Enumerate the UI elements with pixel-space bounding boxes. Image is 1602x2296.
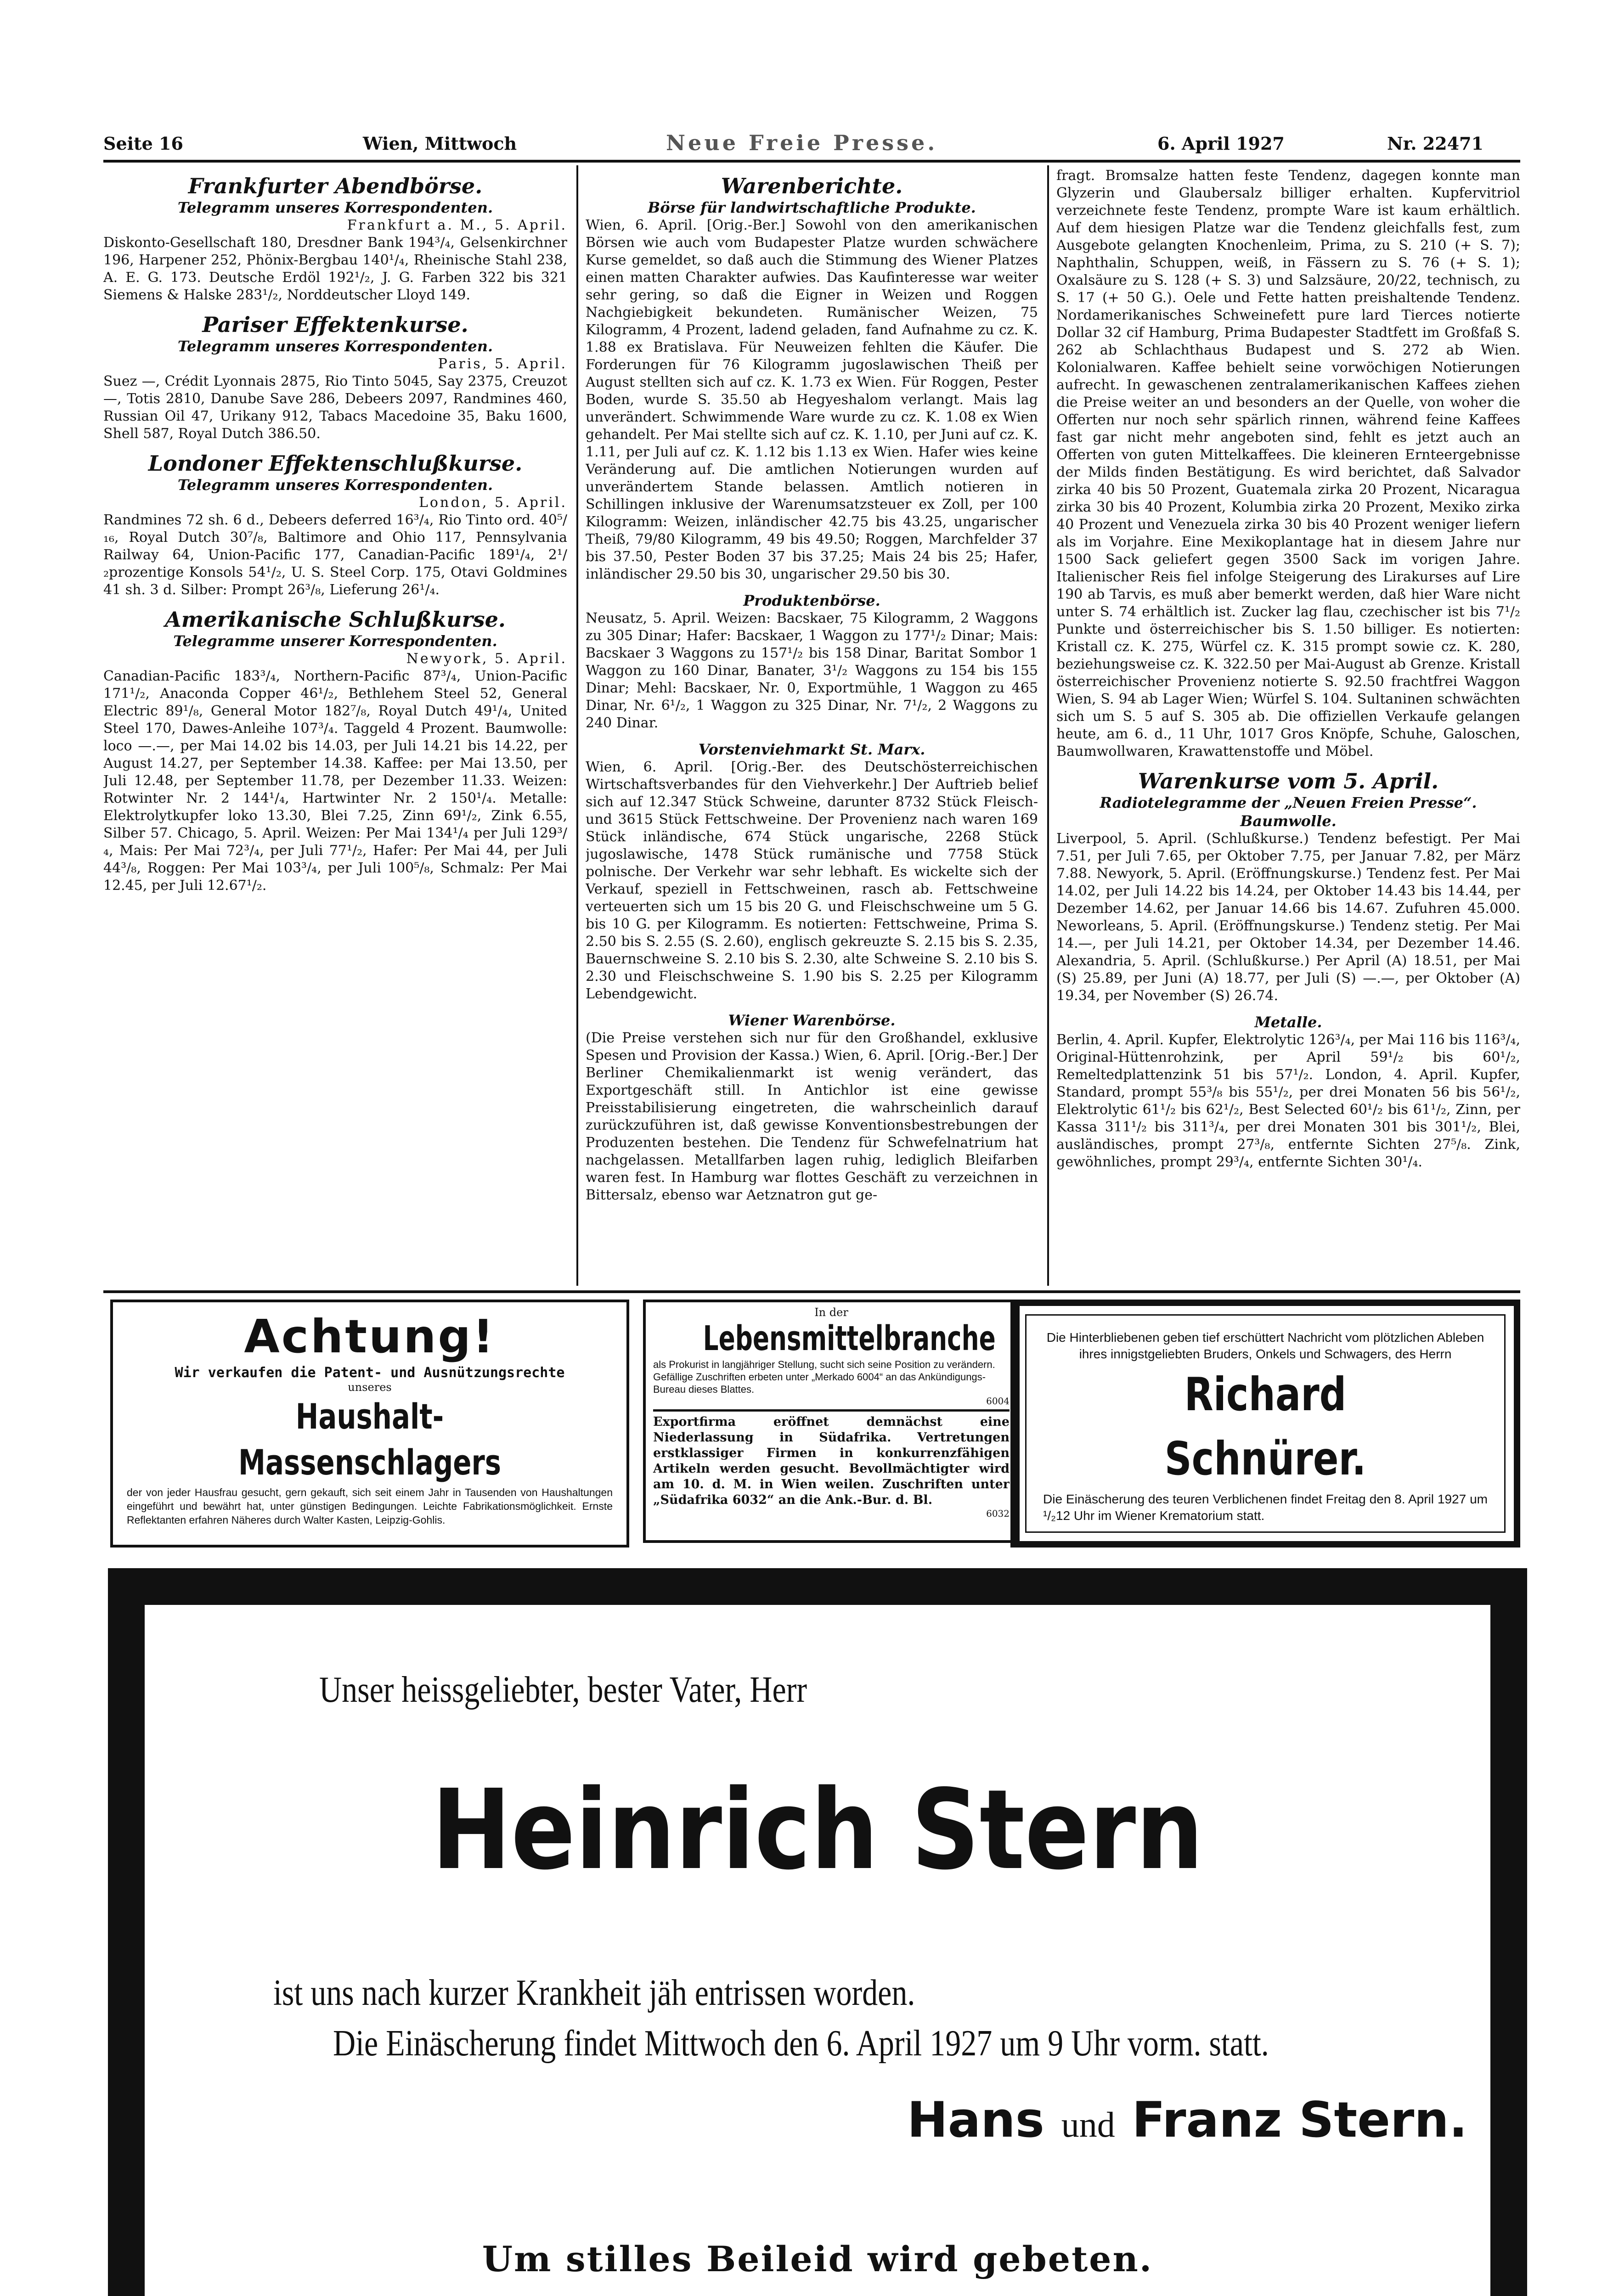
- obituary-footer: Um stilles Beileid wird gebeten.: [482, 2239, 1153, 2279]
- obituary-line2: ist uns nach kurzer Krankheit jäh entrissen worden.: [273, 1973, 915, 2013]
- section-title: Pariser Effektenkurse.: [202, 312, 468, 337]
- warenberichte-section: [586, 174, 1038, 583]
- obituary-line1: Unser heissgeliebter, bester Vater, Herr: [319, 1670, 807, 1710]
- ad-export: Exportfirma eröffnet demnächst eine Niederlassung in Südafrika. Vertretungen erstklassiger Firmen in konkurrenzfähigen Artikeln werden gesucht. Bevollmächtigter wird am 10. d. M. in Wien weilen. Zuschriften unter „Südafrika 6032“ an die Ank.-Bur. d. Bl.: [653, 1415, 1010, 1507]
- warenkurse-section: [1056, 769, 1520, 1005]
- section-subtitle: Telegramm unseres Korrespondenten.: [177, 476, 493, 494]
- ad-product: Haushalt-Massenschlagers: [238, 1396, 502, 1483]
- produktenboerse-section: [586, 591, 1038, 732]
- section-body: Canadian-Pacific 183³/₄, Northern-Pacific 87³/₄, Union-Pacific 171¹/₂, Anaconda Copper 46¹/₂, Bethlehem Steel 52, General Electric 89¹/₈, General Motor 182⁷/₈, Royal Dutch 49¹/₄, United Steel 170, Dawes-Anleihe 107³/₄. Taggeld 4 Prozent. Baumwolle: loco —.—, per Mai 14.02 bis 14.03, per Juli 14.21 bis 14.22, per August 14.27, per September 14.38. Kaffee: per Mai 13.50, per Juli 12.48, per September 11.78, per Dezember 11.33. Weizen: Rotwinter Nr. 2 144¹/₄, Hartwinter Nr. 2 150¹/₄. Metalle: Elektrolytkupfer loko 13.30, Blei 7.25, Zinn 69¹/₂, Zink 6.55, Silber 57. Chicago, 5. April. Weizen: Per Mai 134¹/₄ per Juli 129³/₄, Mais: Per Mai 72³/₄, per Juli 77¹/₂, Hafer: Per Mai 44, per Juli 44³/₈, Roggen: Per Mai 103³/₄, per Juli 100⁵/₈, Schmalz: Per Mai 12.45, per Juli 12.67¹/₂.: [103, 668, 567, 894]
- section-subtitle: Börse für landwirtschaftliche Produkte.: [648, 199, 976, 216]
- ad-body: als Prokurist in langjähriger Stellung, sucht sich seine Position zu verändern. Gefällige Zuschriften erbeten unter „Merkado 6004“ an das Ankündigungs-Bureau dieses Blattes.: [653, 1359, 995, 1395]
- dateline: Paris, 5. April.: [438, 356, 567, 372]
- section-body: Neusatz, 5. April. Weizen: Bacskaer, 75 Kilogramm, 2 Waggons zu 305 Dinar; Hafer: Bacskaer, 1 Waggon zu 177¹/₂ Dinar; Mais: Bacskaer 3 Waggons zu 157¹/₂ bis 158 Dinar, Baritat Sombor 1 Waggon zu 160 Dinar, Banater, 3¹/₂ Waggons zu 154 bis 155 Dinar; Mehl: Bacskaer, Nr. 0, Exportmühle, 1 Waggon zu 465 Dinar, Nr. 6¹/₂, 1 Waggon zu 325 Dinar, Nr. 7¹/₂, 2 Waggons zu 240 Dinar.: [586, 610, 1038, 731]
- ad-pre: In der: [814, 1306, 848, 1319]
- viehmarkt-section: [586, 740, 1038, 1003]
- paper-title: Neue Freie Presse.: [666, 130, 938, 155]
- stern-obituary: [108, 1568, 1527, 2296]
- column-3: [1056, 165, 1520, 1286]
- signature-hans: Hans: [907, 2092, 1044, 2148]
- obituary-line3: Die Einäscherung findet Mittwoch den 6. April 1927 um 9 Uhr vorm. statt.: [333, 2023, 1269, 2064]
- section-body: Diskonto-Gesellschaft 180, Dresdner Bank 194³/₄, Gelsenkirchner 196, Harpener 252, Phönix-Bergbau 140¹/₄, Rheinische Stahl 238, A. E. G. 173. Deutsche Erdöl 192¹/₂, J. G. Farben 322 bis 321 Siemens & Halske 283¹/₂, Norddeutscher Lloyd 149.: [103, 235, 567, 303]
- section-subtitle: Produktenbörse.: [743, 592, 880, 609]
- city-day: Wien, Mittwoch: [363, 133, 517, 154]
- ad-body: der von jeder Hausfrau gesucht, gern gekauft, sich seit einem Jahr in Tausenden von Haushaltungen eingeführt und bewährt hat, unter günstigen Bedingungen. Leichte Fabrikationsmöglichkeit. Ernste Reflektanten erfahren Näheres durch Walter Kasten, Leipzig-Gohlis.: [127, 1486, 613, 1526]
- section-body: Wien, 6. April. [Orig.-Ber.] Sowohl von den amerikanischen Börsen wie auch vom Budapester Platze wurden schwächere Kurse gemeldet, so daß auch die Stimmung des Wiener Platzes einen matten Charakter aufwies. Das Kaufinteresse war weiter sehr gering, so daß die Eigner in Weizen und Roggen Nachgiebigkeit bekundeten. Rumänischer Weizen, 75 Kilogramm, 4 Prozent, ladend geladen, fand Aufnahme zu cz. K. 1.88 ex Bratislava. Für Neuweizen fehlten die Käufer. Die Forderungen für 76 Kilogramm jugoslawischen Theiß per August stellten sich auf cz. K. 1.73 ex Wien. Für Roggen, Pester Boden, wurde S. 35.50 ab Hegyeshalom verlangt. Mais lag unverändert. Schwimmende Ware wurde zu cz. K. 1.08 ex Wien gehandelt. Per Mai stellte sich auf cz. K. 1.10, per Juni auf cz. K. 1.11, per Juli auf cz. K. 1.12 bis 1.13 ex Wien. Hafer wies keine Veränderung auf. Die amtlichen Notierungen wurden auf unverändertem Stande belassen. Amtlich notieren in Schillingen inklusive der Warenumsatzsteuer ex Zoll, per 100 Kilogramm: Weizen, inländischer 42.75 bis 43.25, ungarischer Theiß, 79/80 Kilogramm, 49 bis 49.50; Roggen, Marchfelder 37 bis 37.50, Pester Boden 37 bis 37.25; Mais 24 bis 25; Hafer, inländischer 29.50 bis 30, ungarischer 29.50 bis 30.: [586, 217, 1038, 582]
- column-1: [103, 165, 567, 1286]
- section-body: Randmines 72 sh. 6 d., Debeers deferred 16³/₄, Rio Tinto ord. 40⁵/₁₆, Royal Dutch 30⁷/₈, Baltimore and Ohio 117, Pennsylvania Railway 64, Union-Pacific 177, Canadian-Pacific 189¹/₄, 2¹/₂prozentige Konsols 54¹/₂, U. S. Steel Corp. 175, Otavi Goldmines 41 sh. 3 d. Silber: Prompt 26³/₈, Lieferung 26¹/₄.: [103, 512, 567, 598]
- obituary-panel: [145, 1605, 1490, 2296]
- dateline: Newyork, 5. April.: [406, 651, 567, 667]
- paris-section: [103, 312, 567, 443]
- section-subtitle: Vorstenviehmarkt St. Marx.: [698, 741, 925, 758]
- ad-headline: Lebensmittelbranche: [703, 1319, 996, 1358]
- ad-code: 6032: [986, 1508, 1010, 1519]
- column-divider-2: [1047, 165, 1049, 1286]
- section-subtitle: Telegramm unseres Korrespondenten.: [177, 338, 493, 355]
- metalle-section: [1056, 1013, 1520, 1171]
- obituary-body: Die Einäscherung des teuren Verblichenen findet Freitag den 8. April 1927 um ¹/₂12 Uhr im Wiener Krematorium statt.: [1043, 1492, 1488, 1523]
- section-body: fragt. Bromsalze hatten feste Tendenz, dagegen konnte man Glyzerin und Glaubersalz billiger erhalten. Kupfervitriol verzeichnete feste Tendenz, prompte Ware ist kaum erhältlich. Auf dem hiesigen Platze war die Tendenz gleichfalls fest, zum Ausgebote gelangten Knochenleim, Prima, zu S. 210 (+ S. 7); Naphthalin, Schuppen, weiß, in Fässern zu S. 76 (+ S. 1); Oxalsäure zu S. 128 (+ S. 3) und Salzsäure, 20/22, technisch, zu S. 17 (+ 50 G.). Oele und Fette hatten preishaltende Tendenz. Nordamerikanisches Schweinefett pure lard Tierces notierte Dollar 32 cif Hamburg, Prima Budapester Stadtfett im Großfaß S. 262 ab Schlachthaus Budapest und S. 272 ab Wien. Kolonialwaren. Kaffee behielt seine vorwöchigen Notierungen aufrecht. In gewaschenen zentralamerikanischen Kaffees ziehen die Preise weiter an und besonders an der Quelle, von woher die Offerten nur noch sehr spärlich rinnen, während feine Kaffees fast gar nicht mehr angeboten sind, fehlt es jetzt auch an Offerten von guten Mittelkaffees. Die kleineren Ernteergebnisse der Milds finden Bestätigung. Es wird berichtet, daß Salvador zirka 40 bis 50 Prozent, Guatemala zirka 20 Prozent, Nicaragua zirka 30 bis 40 Prozent, Kolumbia zirka 20 Prozent, Mexiko zirka 40 Prozent und Venezuela zirka 30 bis 40 Prozent weniger liefern als im Vorjahre. Eine Mexikoplantage hat in diesem Jahre nur 1500 Sack geliefert gegen 3500 Sack im vorigen Jahre. Italienischer Reis fiel infolge Steigerung des Lirakurses auf Lire 190 ab Tarvis, es muß aber bemerkt werden, daß hier Ware nicht unter S. 74 erhältlich ist. Zucker lag flau, czechischer ist bis 7¹/₂ Punkte und österreichischer bis S. 1.50 billiger. Es notierten: Kristall cz. K. 275, Würfel cz. K. 315 prompt sowie cz. K. 280, beziehungsweise cz. K. 322.50 per Mai-August ab Grenze. Kristall österreichischer Provenienz notierte S. 92.50 frachtfrei Waggon Wien, S. 94 ab Lager Wien; Würfel S. 104. Sultaninen schwächten sich um S. 5 auf S. 305 ab. Die offiziellen Verkaufe gelangen heute, am 6. d., 11 Uhr, 1017 Gros Knöpfe, Schuhe, Galoschen, Baumwollwaren, Krawattenstoffe und Möbel.: [1056, 168, 1520, 760]
- header-rule: [103, 160, 1520, 163]
- section-title: Londoner Effektenschlußkurse.: [148, 451, 523, 476]
- ad-divider: [653, 1409, 1010, 1412]
- section-body: Suez —, Crédit Lyonnais 2875, Rio Tinto 5045, Say 2375, Creuzot —, Totis 2810, Danube Save 286, Debeers 2097, Randmines 460, Russian Oil 47, Urikany 912, Tabacs Macedoine 35, Baku 1600, Shell 587, Royal Dutch 386.50.: [103, 373, 567, 442]
- obituary-signature: [907, 2092, 1467, 2148]
- signature-und: und: [1061, 2105, 1115, 2144]
- ad-headline: Achtung!: [244, 1310, 496, 1363]
- signature-franz: Franz Stern.: [1132, 2092, 1468, 2148]
- section-body: Wien, 6. April. [Orig.-Ber. des Deutschösterreichischen Wirtschaftsverbandes für den Viehverkehr.] Der Auftrieb belief sich auf 12.347 Stück Schweine, darunter 8732 Stück Fleisch- und 3615 Stück Fettschweine. Der Provenienz nach waren 169 Stück inländische, 674 Stück ungarische, 2268 Stück jugoslawische, 1478 Stück rumänische und 7758 Stück polnische. Der Verkehr war sehr lebhaft. Es wickelte sich der Verkauf, speziell in Fettschweinen, rasch ab. Fettschweine verteuerten sich um 15 bis 20 G. und Fleischschweine um 5 G. bis 10 G. per Kilogramm. Es notierten: Fettschweine, Prima S. 2.50 bis S. 2.55 (S. 2.60), englisch gekreuzte S. 2.15 bis S. 2.35, Bauernschweine S. 2.10 bis S. 2.30, alte Schweine S. 2.10 bis S. 2.30 und Fleischschweine S. 1.90 bis S. 2.25 per Kilogramm Lebendgewicht.: [586, 759, 1038, 1002]
- section-body: Berlin, 4. April. Kupfer, Elektrolytic 126³/₄, per Mai 116 bis 116³/₄, Original-Hüttenrohzink, per April 59¹/₂ bis 60¹/₂, Remeltedplattenzink 51 bis 57¹/₂. London, 4. April. Kupfer, Standard, prompt 55³/₈ bis 55¹/₂, per drei Monaten 56 bis 56¹/₂, Elektrolytic 61¹/₂ bis 62¹/₂, Best Selected 60¹/₂ bis 61¹/₂, Zinn, per Kassa 311¹/₂ bis 311³/₄, per drei Monaten 301 bis 301¹/₂, Blei, ausländisches, prompt 27³/₈, entfernte Sichten 27⁵/₈. Zink, gewöhnliches, prompt 29³/₄, entfernte Sichten 30¹/₄.: [1056, 1032, 1520, 1170]
- schnurer-obituary: [1010, 1300, 1520, 1548]
- section-body: (Die Preise verstehen sich nur für den Großhandel, exklusive Spesen und Provision der Kassa.) Wien, 6. April. [Orig.-Ber.] Der Berliner Chemikalienmarkt ist wenig verändert, das Exportgeschäft still. In Antichlor ist eine gewisse Preisstabilisierung eingetreten, die wahrscheinlich darauf zurückzuführen ist, daß gewisse Konventionsbestrebungen der Produzenten bestehen. Die Tendenz für Schwefelnatrium hat nachgelassen. Metallfarben lagen ruhig, lediglich Bleifarben waren fest. In Hamburg war flottes Geschäft zu verzeichnen in Bittersalz, ebenso war Aetznatron gut ge-: [586, 1030, 1038, 1203]
- column-2: [586, 165, 1038, 1286]
- section-title: Amerikanische Schlußkurse.: [165, 607, 506, 632]
- warenboerse-section: [586, 1011, 1038, 1204]
- ads-rule: [103, 1290, 1520, 1293]
- frankfurt-section: [103, 174, 567, 304]
- dateline: London, 5. April.: [418, 495, 567, 511]
- issue-date: 6. April 1927: [1157, 133, 1285, 154]
- obituary-name: Heinrich Stern: [431, 1766, 1204, 1894]
- column-divider-1: [576, 165, 578, 1286]
- ad-code: 6004: [986, 1396, 1010, 1407]
- section-subtitle: Telegramme unserer Korrespondenten.: [173, 632, 497, 650]
- achtung-ad: [110, 1300, 629, 1548]
- dateline: Frankfurt a. M., 5. April.: [347, 217, 567, 233]
- lebensmittel-ad: [643, 1300, 1020, 1543]
- obituary-inner: [1025, 1314, 1506, 1533]
- continued-section: [1056, 167, 1520, 760]
- obituary-intro: Die Hinterbliebenen geben tief erschüttert Nachricht vom plötzlichen Ableben ihres innigstgeliebten Bruders, Onkels und Schwagers, des Herrn: [1046, 1330, 1484, 1361]
- section-subtitle: Wiener Warenbörse.: [728, 1012, 896, 1029]
- section-subtitle: Radiotelegramme der „Neuen Freien Presse“. Baumwolle.: [1100, 794, 1477, 830]
- ad-subline: Wir verkaufen die Patent- und Ausnützungsrechte: [175, 1365, 565, 1381]
- section-subtitle: Metalle.: [1254, 1013, 1322, 1031]
- section-title: Frankfurter Abendbörse.: [188, 174, 483, 198]
- section-subtitle: Telegramm unseres Korrespondenten.: [177, 199, 493, 216]
- obituary-name: Richard Schnürer.: [1164, 1367, 1366, 1486]
- section-title: Warenkurse vom 5. April.: [1138, 769, 1439, 793]
- london-section: [103, 451, 567, 599]
- section-body: Liverpool, 5. April. (Schlußkurse.) Tendenz befestigt. Per Mai 7.51, per Juli 7.65, per Oktober 7.75, per Januar 7.82, per März 7.88. Newyork, 5. April. (Eröffnungskurse.) Tendenz fest. Per Mai 14.02, per Juli 14.22 bis 14.24, per Oktober 14.43 bis 14.44, per Dezember 14.62, per Januar 14.66 bis 14.67. Zufuhren 45.000. Neworleans, 5. April. (Eröffnungskurse.) Tendenz stetig. Per Mai 14.—, per Juli 14.21, per Oktober 14.34, per Dezember 14.46. Alexandria, 5. April. (Schlußkurse.) Per April (A) 18.51, per Mai (S) 25.89, per Juni (A) 18.77, per Juli (S) —.—, per Oktober (A) 19.34, per November (S) 26.74.: [1056, 831, 1520, 1004]
- ad-small: unseres: [348, 1381, 392, 1394]
- page-number: Seite 16: [103, 133, 183, 154]
- issue-number: Nr. 22471: [1387, 133, 1484, 154]
- american-section: [103, 607, 567, 895]
- section-title: Warenberichte.: [721, 174, 903, 198]
